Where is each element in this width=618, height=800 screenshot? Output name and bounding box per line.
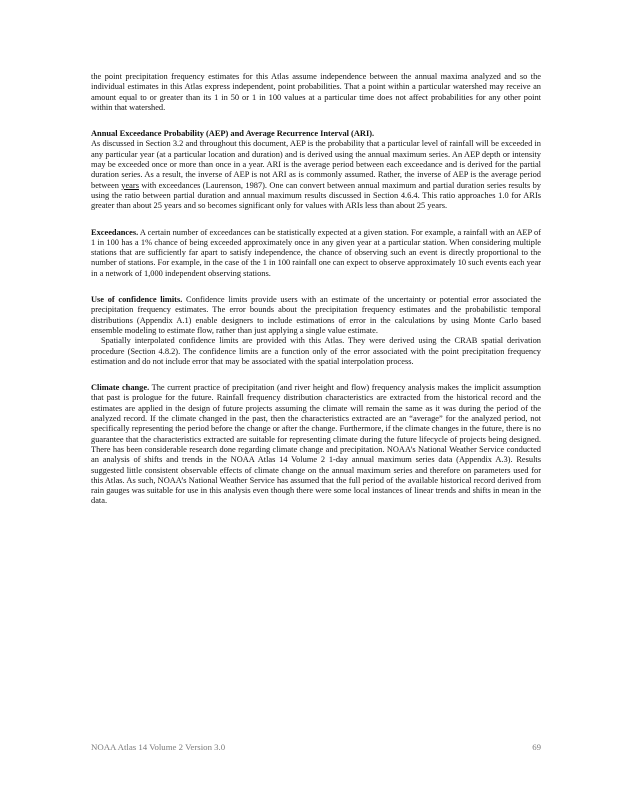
document-page (91, 72, 541, 523)
climate-text: The current practice of precipitation (and river height and flow) frequency analysis makes the implicit assumption that past is prologue for the future. Rainfall frequency distribution characteristics are extracted from the historical record and the estimates are applied in the design of future projects assuming the climate will remain the same as it was during the period of the analyzed record. If the climate changed in the past, then the characteristics extracted are an “average” for the analyzed period, not specifically representing the period before the change or after the change. Furthermore, if the climate changes in the future, there is no guarantee that the characteristics extracted are suitable for representing climate during the future lifecycle of projects being designed. There has been considerable research done regarding climate change and precipitation. NOAA’s National Weather Service conducted an analysis of shifts and trends in the NOAA Atlas 14 Volume 2 1-day annual maximum series data (Appendix A.3). Results suggested little consistent observable effects of climate change on the annual maximum series and therefore on parameters used for this Atlas. As such, NOAA’s National Weather Service has assumed that the full period of the available historical record derived from rain gauges was suitable for use in this analysis even though there were some local instances of linear trends and shifts in mean in the data. (91, 383, 541, 506)
page-number: 69 (532, 742, 541, 752)
confidence-section (91, 295, 541, 336)
climate-heading: Climate change. (91, 383, 150, 393)
confidence-text-2: Spatially interpolated confidence limits are provided with this Atlas. They were derived using the CRAB spatial derivation procedure (Section 4.8.2). The confidence limits are a function only of the error associated with the point precipitation frequency estimation and do not include error that may be associated with the spatial interpolation process. (91, 336, 541, 366)
exceedances-text: A certain number of exceedances can be statistically expected at a given station. For example, a rainfall with an AEP of 1 in 100 has a 1% chance of being exceeded approximately once in any given year at a particular station. When considering multiple stations that are sufficiently far apart to satisfy independence, the chance of observing such an event is directly proportional to the number of stations. For example, in the case of the 1 in 100 rainfall one can expect to observe approximately 10 such events each year in a network of 1,000 independent observing stations. (91, 227, 541, 278)
intro-paragraph (91, 72, 541, 113)
exceedances-heading: Exceedances. (91, 227, 139, 237)
climate-section (91, 383, 541, 507)
aep-section (91, 129, 541, 211)
exceedances-section (91, 228, 541, 279)
aep-text-part2: with exceedances (Laurenson, 1987). One can convert between annual maximum and partial duration series results by using the ratio between partial duration and annual maximum results discussed in Section 4.6.4. This ratio approaches 1.0 for ARIs greater than about 25 years and so becomes significant only for values with ARIs less than about 25 years. (91, 180, 541, 211)
intro-text: the point precipitation frequency estimates for this Atlas assume independence between the annual maxima analyzed and so the individual estimates in this Atlas express independent, point probabilities. That a point within a particular watershed may receive an amount equal to or greater than its 1 in 50 or 1 in 100 values at a particular time does not affect probabilities for any other point within that watershed. (91, 72, 541, 112)
aep-text-part1: As discussed in Section 3.2 and throughout this document, AEP is the probability that a particular level of rainfall will be exceeded in any particular year (at a particular location and duration) and is derived using the annual maximum series. An AEP depth or intensity may be exceeded once or more than once in a year. ARI is the average period between each exceedance and is derived for the partial duration series. As a result, the inverse of AEP is not ARI as is commonly assumed. Rather, the inverse of AEP is the average period between (91, 139, 541, 190)
confidence-section-continued (91, 336, 541, 367)
footer-title: NOAA Atlas 14 Volume 2 Version 3.0 (91, 742, 226, 752)
aep-underlined-word: years (121, 180, 139, 190)
aep-heading: Annual Exceedance Probability (AEP) and Average Recurrence Interval (ARI). (91, 129, 375, 139)
confidence-text: Confidence limits provide users with an estimate of the uncertainty or potential error associated the precipitation frequency estimates. The error bounds about the precipitation frequency estimates and the probabilistic temporal distributions (Appendix A.1) enable designers to include estimations of error in the calculations by using Monte Carlo based ensemble modeling to estimate flow, rather than just applying a single value estimate. (91, 295, 541, 335)
confidence-heading: Use of confidence limits. (91, 295, 183, 305)
